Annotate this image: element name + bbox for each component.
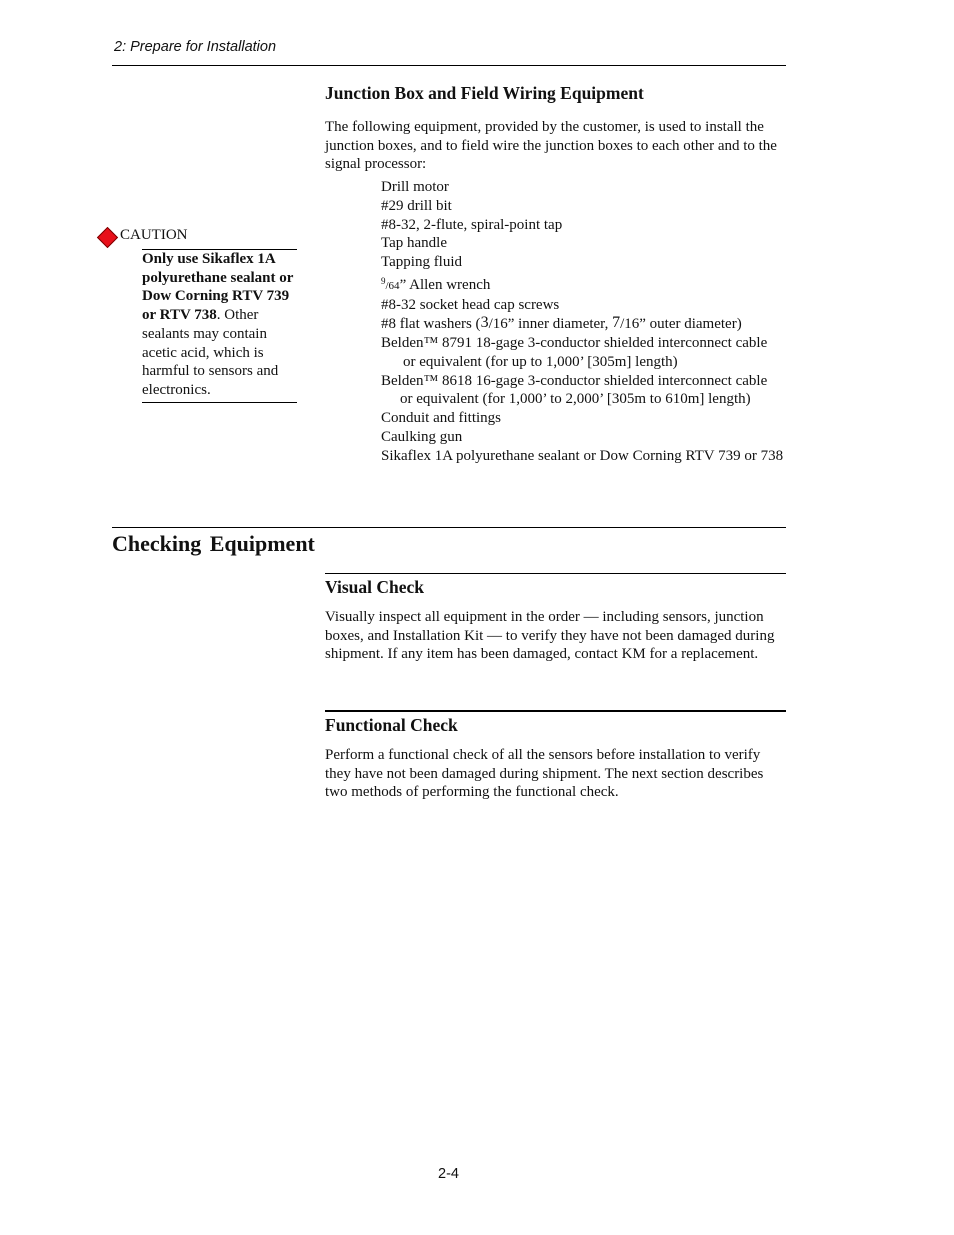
caution-normal-text: . Other sealants may contain acetic acid, which is harmful to sensors and electronics. xyxy=(142,307,279,398)
list-item: #8-32 socket head cap screws xyxy=(381,296,560,313)
caution-label-text: CAUTION xyxy=(120,227,188,243)
belden-8791-line1: Belden™ 8791 18-gage 3-conductor shielded interconnect cable xyxy=(381,335,768,351)
list-item: Sikaflex 1A polyurethane sealant or Dow Corning RTV 739 or 738 xyxy=(381,447,784,464)
section-rule xyxy=(112,527,786,528)
functional-check-rule xyxy=(325,710,786,712)
washers-text-end: /16” outer diameter) xyxy=(620,316,742,333)
page-number: 2-4 xyxy=(438,1166,459,1182)
washers-inner-numerator: 3 xyxy=(480,314,489,332)
washers-text-start: #8 flat washers ( xyxy=(381,316,481,333)
section-heading-checking-equipment: Checking Equipment xyxy=(112,531,315,556)
list-item-washers xyxy=(381,314,801,334)
functional-check-text: Perform a functional check of all the sensors before installation to verify they have not been damaged during shipment. The next section describes two methods of performing the functional check. xyxy=(325,747,764,801)
caution-bottom-rule xyxy=(142,402,297,403)
caution-icon xyxy=(97,227,118,248)
caution-text xyxy=(142,249,297,400)
belden-8618-line2: or equivalent (for 1,000’ to 2,000’ [305m to 610m] length) xyxy=(400,391,751,408)
list-item-allen-wrench xyxy=(381,272,801,296)
list-item: #29 drill bit xyxy=(381,197,452,214)
visual-check-text: Visually inspect all equipment in the order — including sensors, junction boxes, and Installation Kit — to verify they have not been damaged during shipment. If any item has been damaged, contact KM for a replacement. xyxy=(325,609,775,663)
washers-text-mid: /16” inner diameter, xyxy=(488,316,613,333)
visual-check-heading: Visual Check xyxy=(325,577,425,597)
belden-8618-line1: Belden™ 8618 16-gage 3-conductor shielded interconnect cable xyxy=(381,372,768,389)
list-item-belden-8618 xyxy=(381,372,801,410)
junction-intro: The following equipment, provided by the customer, is used to install the junction boxes, and to field wire the junction boxes to each other and to the signal processor: xyxy=(325,119,777,173)
list-item: Caulking gun xyxy=(381,428,463,445)
list-item: #8-32, 2-flute, spiral-point tap xyxy=(381,216,563,233)
junction-heading: Junction Box and Field Wiring Equipment xyxy=(325,83,644,103)
list-item-belden-8791 xyxy=(381,334,801,372)
list-item: Tap handle xyxy=(381,235,448,252)
list-item: Tapping fluid xyxy=(381,254,463,270)
fraction-denominator: /64 xyxy=(385,279,400,292)
list-item: Drill motor xyxy=(381,179,449,195)
equipment-list xyxy=(381,178,801,465)
allen-wrench-text: ” Allen wrench xyxy=(399,276,491,293)
header-rule xyxy=(112,65,786,66)
belden-8791-line2: or equivalent (for up to 1,000’ [305m] length) xyxy=(403,353,678,370)
visual-check-rule xyxy=(325,573,786,574)
running-header: 2: Prepare for Installation xyxy=(114,39,277,55)
fraction-numerator: 9 xyxy=(381,275,386,286)
list-item: Conduit and fittings xyxy=(381,410,501,426)
functional-check-heading: Functional Check xyxy=(325,715,458,735)
washers-outer-numerator: 7 xyxy=(612,314,621,332)
caution-bold-text: Only use Sikaflex 1A polyurethane sealant or Dow Corning RTV 739 or RTV 738 xyxy=(142,251,294,324)
